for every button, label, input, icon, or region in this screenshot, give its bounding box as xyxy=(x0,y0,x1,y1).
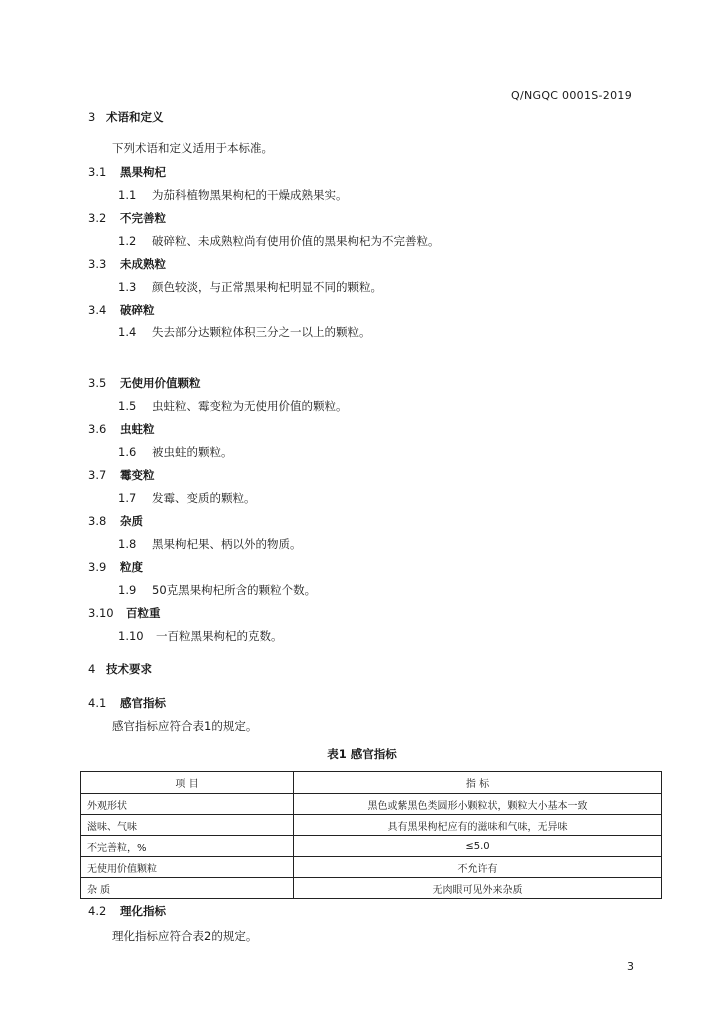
term-heading xyxy=(88,256,166,272)
sensory-index-table xyxy=(80,771,662,899)
definition-text: 50克黑果枸杞所含的颗粒个数。 xyxy=(152,583,317,597)
subsection-number: 4.1 xyxy=(88,696,107,710)
definition-number: 1.1 xyxy=(118,188,137,202)
subsection-4-1-text: 感官指标应符合表1的规定。 xyxy=(112,719,258,733)
definition-text: 黑果枸杞果、柄以外的物质。 xyxy=(152,537,302,551)
section-number: 3 xyxy=(88,110,96,124)
term-heading xyxy=(88,421,155,437)
term-heading xyxy=(88,164,166,180)
definition-text: 颜色较淡，与正常黑果枸杞明显不同的颗粒。 xyxy=(152,280,382,294)
table-row xyxy=(81,794,662,815)
term-number: 3.6 xyxy=(88,422,107,436)
term-definition xyxy=(118,187,348,203)
subsection-title: 理化指标 xyxy=(120,904,166,918)
page-number: 3 xyxy=(627,960,634,973)
term-number: 3.9 xyxy=(88,560,107,574)
term-name: 破碎粒 xyxy=(120,303,155,317)
section-4-heading xyxy=(88,661,152,677)
table-cell-value: 无肉眼可见外来杂质 xyxy=(294,878,662,899)
subsection-4-2-heading xyxy=(88,903,166,919)
term-definition xyxy=(118,536,302,552)
term-number: 3.4 xyxy=(88,303,107,317)
term-heading xyxy=(88,467,155,483)
term-name: 霉变粒 xyxy=(120,468,155,482)
term-name: 未成熟粒 xyxy=(120,257,166,271)
section-3-intro: 下列术语和定义适用于本标准。 xyxy=(112,141,273,155)
term-name: 杂质 xyxy=(120,514,143,528)
table-cell-item: 无使用价值颗粒 xyxy=(81,857,294,878)
term-name: 不完善粒 xyxy=(120,211,166,225)
term-definition xyxy=(118,324,371,340)
definition-number: 1.2 xyxy=(118,234,137,248)
table-cell-item: 滋味、气味 xyxy=(81,815,294,836)
term-heading xyxy=(88,375,201,391)
definition-number: 1.3 xyxy=(118,280,137,294)
term-heading xyxy=(88,605,161,621)
definition-text: 发霉、变质的颗粒。 xyxy=(152,491,256,505)
term-definition xyxy=(118,398,348,414)
term-definition xyxy=(118,233,440,249)
table-cell-value: 具有黑果枸杞应有的滋味和气味，无异味 xyxy=(294,815,662,836)
table-cell-item: 外观形状 xyxy=(81,794,294,815)
term-heading xyxy=(88,559,143,575)
column-header-index: 指 标 xyxy=(294,772,662,794)
table-cell-value: 不允许有 xyxy=(294,857,662,878)
subsection-title: 感官指标 xyxy=(120,696,166,710)
term-definition xyxy=(118,582,316,598)
term-name: 无使用价值颗粒 xyxy=(120,376,201,390)
definition-number: 1.8 xyxy=(118,537,137,551)
term-heading xyxy=(88,513,143,529)
term-number: 3.10 xyxy=(88,606,114,620)
term-number: 3.3 xyxy=(88,257,107,271)
definition-text: 被虫蛀的颗粒。 xyxy=(152,445,233,459)
term-name: 百粒重 xyxy=(126,606,161,620)
term-number: 3.5 xyxy=(88,376,107,390)
subsection-4-1-heading xyxy=(88,695,166,711)
subsection-number: 4.2 xyxy=(88,904,107,918)
table-row xyxy=(81,815,662,836)
term-heading xyxy=(88,302,155,318)
definition-number: 1.9 xyxy=(118,583,137,597)
definition-text: 虫蛀粒、霉变粒为无使用价值的颗粒。 xyxy=(152,399,348,413)
definition-number: 1.10 xyxy=(118,629,144,643)
table-cell-value: 黑色或紫黑色类圆形小颗粒状，颗粒大小基本一致 xyxy=(294,794,662,815)
table-cell-item: 杂 质 xyxy=(81,878,294,899)
term-definition xyxy=(118,444,233,460)
term-name: 虫蛀粒 xyxy=(120,422,155,436)
definition-text: 一百粒黑果枸杞的克数。 xyxy=(156,629,283,643)
section-title: 技术要求 xyxy=(106,662,152,676)
term-definition xyxy=(118,628,283,644)
section-number: 4 xyxy=(88,662,96,676)
term-definition xyxy=(118,490,256,506)
definition-text: 失去部分达颗粒体积三分之一以上的颗粒。 xyxy=(152,325,371,339)
definition-text: 为茄科植物黑果枸杞的干燥成熟果实。 xyxy=(152,188,348,202)
definition-text: 破碎粒、未成熟粒尚有使用价值的黑果枸杞为不完善粒。 xyxy=(152,234,440,248)
term-number: 3.2 xyxy=(88,211,107,225)
term-heading xyxy=(88,210,166,226)
table-row xyxy=(81,878,662,899)
definition-number: 1.5 xyxy=(118,399,137,413)
term-number: 3.7 xyxy=(88,468,107,482)
term-name: 黑果枸杞 xyxy=(120,165,166,179)
table-cell-item: 不完善粒，% xyxy=(81,836,294,857)
section-3-heading xyxy=(88,109,164,125)
term-number: 3.1 xyxy=(88,165,107,179)
table-row xyxy=(81,836,662,857)
definition-number: 1.6 xyxy=(118,445,137,459)
table-header-row xyxy=(81,772,662,794)
term-definition xyxy=(118,279,382,295)
section-title: 术语和定义 xyxy=(106,110,164,124)
definition-number: 1.7 xyxy=(118,491,137,505)
term-name: 粒度 xyxy=(120,560,143,574)
table-title: 表1 感官指标 xyxy=(327,747,397,761)
column-header-item: 项 目 xyxy=(81,772,294,794)
term-number: 3.8 xyxy=(88,514,107,528)
subsection-4-2-text: 理化指标应符合表2的规定。 xyxy=(112,929,258,943)
table-cell-value: ≤5.0 xyxy=(294,836,662,857)
table-row xyxy=(81,857,662,878)
definition-number: 1.4 xyxy=(118,325,137,339)
standard-code: Q/NGQC 0001S-2019 xyxy=(511,89,632,102)
